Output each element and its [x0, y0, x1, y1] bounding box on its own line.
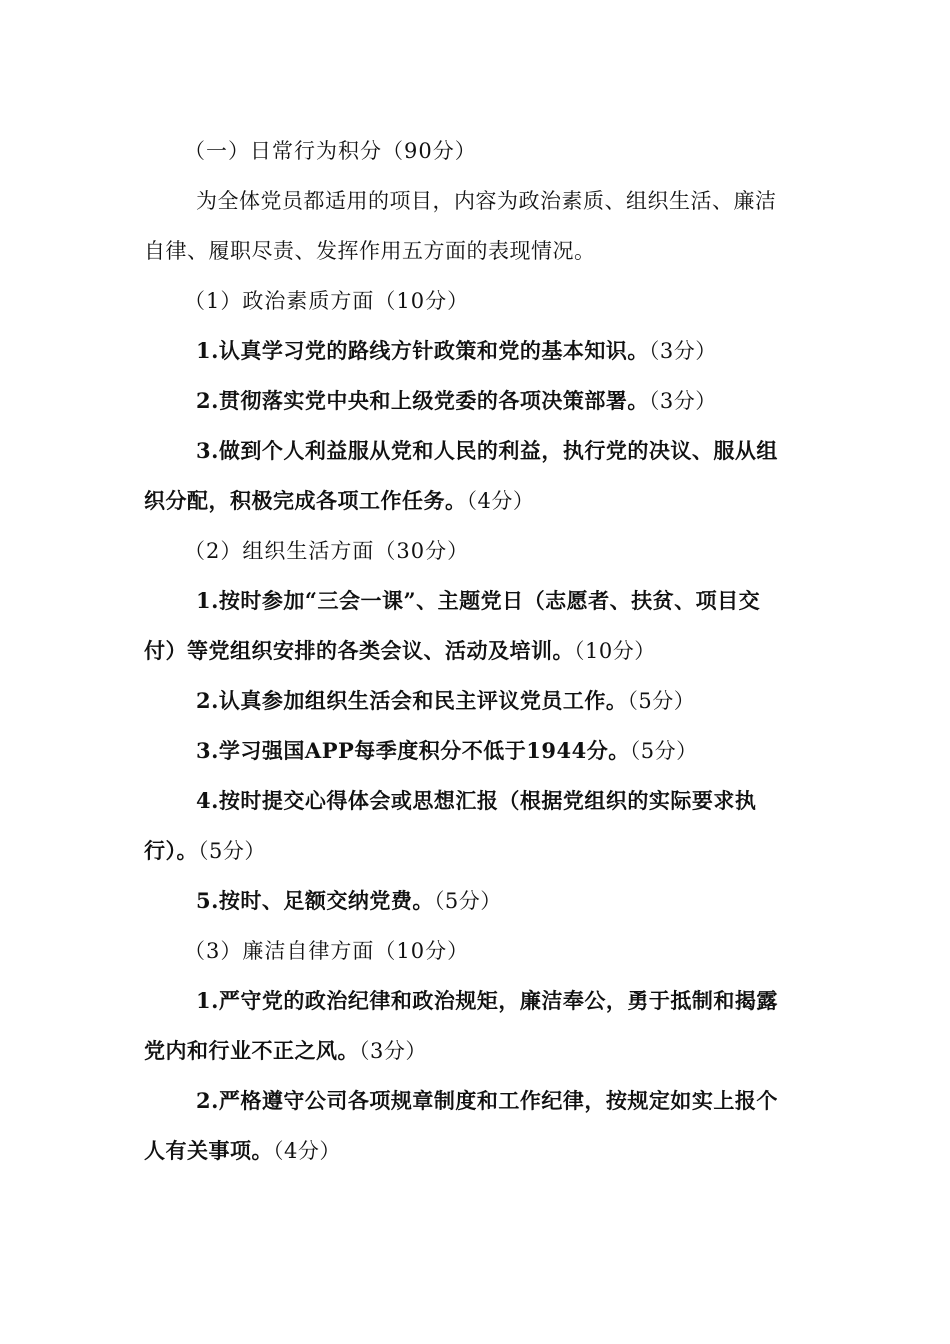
organization-item-2-score: （5分） [627, 689, 696, 713]
political-item-3-score: （4分） [466, 489, 535, 513]
political-item-1-text: 1.认真学习党的路线方针政策和党的基本知识。 [196, 338, 649, 363]
integrity-item-2-score: （4分） [273, 1139, 341, 1163]
organization-item-3-score: （5分） [629, 739, 698, 763]
political-item-3-text: 织分配，积极完成各项工作任务。 [144, 488, 467, 513]
organization-item-3 [196, 736, 698, 766]
organization-item-5-score: （5分） [433, 889, 502, 913]
political-item-2-score: （3分） [648, 389, 717, 413]
section-heading: （一）日常行为积分（90分） [184, 139, 477, 163]
organization-item-3-text: 3.学习强国APP每季度积分不低于1944分。 [196, 738, 630, 763]
organization-item-5 [196, 886, 502, 916]
organization-item-4-score: （5分） [198, 839, 266, 863]
intro-line-1: 为全体党员都适用的项目，内容为政治素质、组织生活、廉洁 [196, 189, 777, 213]
integrity-item-2-line-2 [144, 1136, 341, 1166]
organization-item-1-text: 付）等党组织安排的各类会议、活动及培训。 [144, 638, 574, 663]
organization-item-1-line-2 [144, 636, 656, 666]
organization-item-4-text: 行）。 [144, 838, 198, 863]
integrity-item-1-line-1: 1.严守党的政治纪律和政治规矩，廉洁奉公，勇于抵制和揭露 [196, 988, 778, 1013]
organization-item-1-score: （10分） [574, 639, 656, 663]
political-item-1-score: （3分） [648, 339, 717, 363]
integrity-item-2-text: 人有关事项。 [144, 1138, 273, 1163]
integrity-item-1-score: （3分） [359, 1039, 427, 1063]
political-item-3-line-1: 3.做到个人利益服从党和人民的利益，执行党的决议、服从组 [196, 438, 778, 463]
organization-item-2 [196, 686, 695, 716]
organization-heading: （2）组织生活方面（30分） [184, 539, 470, 563]
political-heading: （1）政治素质方面（10分） [184, 289, 470, 313]
political-item-1 [196, 336, 717, 366]
integrity-item-1-text: 党内和行业不正之风。 [144, 1038, 359, 1063]
integrity-heading: （3）廉洁自律方面（10分） [184, 939, 470, 963]
intro-line-2: 自律、履职尽责、发挥作用五方面的表现情况。 [144, 239, 596, 263]
organization-item-4-line-1: 4.按时提交心得体会或思想汇报（根据党组织的实际要求执 [196, 788, 757, 813]
integrity-item-1-line-2 [144, 1036, 427, 1066]
political-item-2 [196, 386, 717, 416]
integrity-item-2-line-1: 2.严格遵守公司各项规章制度和工作纪律，按规定如实上报个 [196, 1088, 778, 1113]
organization-item-1-line-1: 1.按时参加“三会一课”、主题党日（志愿者、扶贫、项目交 [196, 588, 761, 613]
organization-item-5-text: 5.按时、足额交纳党费。 [196, 888, 434, 913]
organization-item-2-text: 2.认真参加组织生活会和民主评议党员工作。 [196, 688, 628, 713]
political-item-2-text: 2.贯彻落实党中央和上级党委的各项决策部署。 [196, 388, 649, 413]
political-item-3-line-2 [144, 486, 534, 516]
organization-item-4-line-2 [144, 836, 266, 866]
